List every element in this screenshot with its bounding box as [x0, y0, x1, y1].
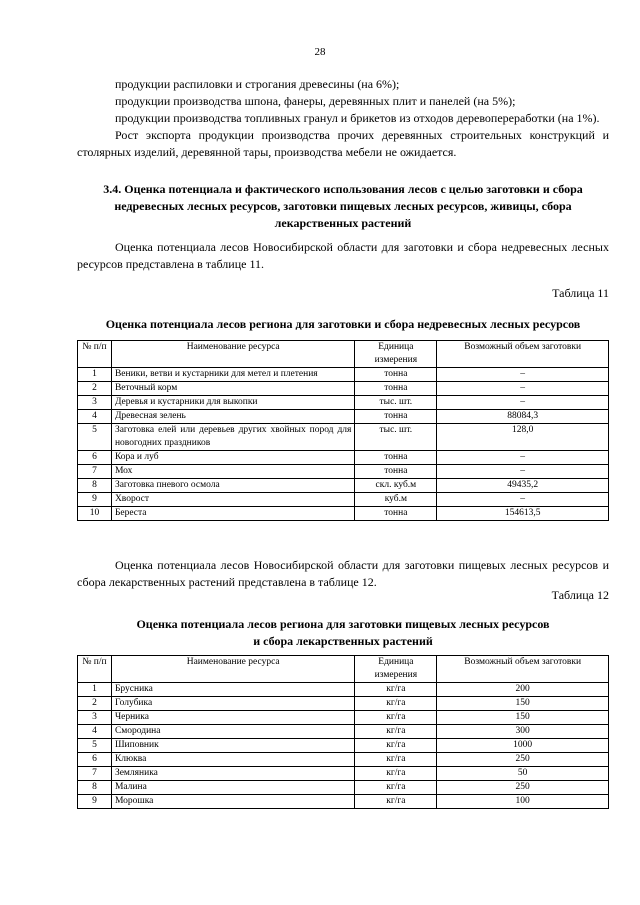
cell-volume: – — [437, 493, 609, 507]
cell-name: Смородина — [111, 725, 354, 739]
cell-volume: – — [437, 396, 609, 410]
table-row — [78, 739, 609, 753]
table11-header-volume: Возможный объем заготовки — [437, 341, 609, 368]
cell-unit: тонна — [355, 451, 437, 465]
cell-num: 6 — [78, 753, 112, 767]
cell-name: Веточный корм — [111, 382, 354, 396]
cell-volume: – — [437, 382, 609, 396]
cell-unit: тыс. шт. — [355, 396, 437, 410]
table-row — [78, 697, 609, 711]
cell-name: Морошка — [111, 795, 354, 809]
cell-name: Земляника — [111, 767, 354, 781]
cell-name: Береста — [111, 507, 354, 521]
cell-unit: тонна — [355, 507, 437, 521]
cell-volume: 250 — [437, 753, 609, 767]
intro-line-2: продукции производства шпона, фанеры, деревянных плит и панелей (на 5%); — [115, 94, 516, 108]
cell-num: 9 — [78, 795, 112, 809]
table-row — [78, 410, 609, 424]
cell-num: 9 — [78, 493, 112, 507]
cell-name: Клюква — [111, 753, 354, 767]
table-row — [78, 465, 609, 479]
table12-title — [77, 616, 609, 650]
cell-name: Веники, ветви и кустарники для метел и плетения — [111, 368, 354, 382]
cell-num: 2 — [78, 382, 112, 396]
table12-header-row — [78, 656, 609, 683]
cell-unit: кг/га — [355, 739, 437, 753]
intro-block — [77, 76, 609, 161]
table12 — [77, 655, 609, 809]
table12-title-line-2: и сбора лекарственных растений — [253, 634, 433, 648]
cell-num: 7 — [78, 465, 112, 479]
cell-volume: 150 — [437, 711, 609, 725]
table-row — [78, 725, 609, 739]
table-row — [78, 479, 609, 493]
cell-unit: кг/га — [355, 753, 437, 767]
cell-num: 8 — [78, 781, 112, 795]
cell-name: Хворост — [111, 493, 354, 507]
cell-volume: 200 — [437, 683, 609, 697]
cell-num: 5 — [78, 424, 112, 451]
paragraph-table12: Оценка потенциала лесов Новосибирской области для заготовки пищевых лесных ресурсов и сбора лекарственных растений представлена в таблице 12. — [77, 558, 609, 589]
cell-unit: тонна — [355, 382, 437, 396]
cell-num: 6 — [78, 451, 112, 465]
cell-num: 4 — [78, 410, 112, 424]
cell-name: Древесная зелень — [111, 410, 354, 424]
cell-num: 3 — [78, 396, 112, 410]
cell-name: Мох — [111, 465, 354, 479]
table-row — [78, 424, 609, 451]
cell-unit: куб.м — [355, 493, 437, 507]
cell-name: Брусника — [111, 683, 354, 697]
cell-unit: кг/га — [355, 781, 437, 795]
table-row — [78, 507, 609, 521]
table-row — [78, 493, 609, 507]
table11-header-row — [78, 341, 609, 368]
table12-header-volume: Возможный объем заготовки — [437, 656, 609, 683]
cell-unit: тонна — [355, 368, 437, 382]
table11-header-name: Наименование ресурса — [111, 341, 354, 368]
section-heading: 3.4. Оценка потенциала и фактического использования лесов с целью заготовки и сбора недревесных лесных ресурсов, заготовки пищевых лесных ресурсов, живицы, сбора лекарственных растений — [103, 182, 583, 230]
cell-unit: скл. куб.м — [355, 479, 437, 493]
cell-num: 4 — [78, 725, 112, 739]
cell-num: 5 — [78, 739, 112, 753]
cell-volume: – — [437, 465, 609, 479]
cell-volume: 300 — [437, 725, 609, 739]
paragraph-table11: Оценка потенциала лесов Новосибирской области для заготовки и сбора недревесных лесных ресурсов представлена в таблице 11. — [77, 240, 609, 271]
table-row — [78, 451, 609, 465]
table-row — [78, 781, 609, 795]
table-row — [78, 767, 609, 781]
cell-volume: 154613,5 — [437, 507, 609, 521]
table-row — [78, 396, 609, 410]
table11 — [77, 340, 609, 521]
cell-name: Шиповник — [111, 739, 354, 753]
cell-name: Кора и луб — [111, 451, 354, 465]
table11-header-unit: Единица измерения — [355, 341, 437, 368]
cell-unit: кг/га — [355, 767, 437, 781]
cell-unit: кг/га — [355, 697, 437, 711]
cell-num: 1 — [78, 683, 112, 697]
cell-volume: 150 — [437, 697, 609, 711]
cell-unit: кг/га — [355, 795, 437, 809]
cell-num: 10 — [78, 507, 112, 521]
table-row — [78, 795, 609, 809]
intro-line-3: продукции производства топливных гранул и брикетов из отходов деревопереработки (на 1%). — [115, 111, 600, 125]
cell-volume: 50 — [437, 767, 609, 781]
table12-title-line-1: Оценка потенциала лесов региона для заготовки пищевых лесных ресурсов — [136, 617, 550, 631]
cell-volume: 100 — [437, 795, 609, 809]
cell-name: Заготовка елей или деревьев других хвойных пород для новогодних праздников — [111, 424, 354, 451]
cell-volume: 1000 — [437, 739, 609, 753]
cell-volume: – — [437, 451, 609, 465]
table12-label: Таблица 12 — [551, 588, 609, 602]
cell-name: Черника — [111, 711, 354, 725]
cell-num: 3 — [78, 711, 112, 725]
cell-name: Малина — [111, 781, 354, 795]
table11-title: Оценка потенциала лесов региона для заготовки и сбора недревесных лесных ресурсов — [105, 317, 581, 331]
table11-label: Таблица 11 — [552, 286, 609, 300]
intro-line-1: продукции распиловки и строгания древесины (на 6%); — [115, 77, 400, 91]
cell-volume: 250 — [437, 781, 609, 795]
cell-name: Голубика — [111, 697, 354, 711]
cell-unit: кг/га — [355, 683, 437, 697]
table-row — [78, 683, 609, 697]
cell-unit: тонна — [355, 410, 437, 424]
cell-volume: 49435,2 — [437, 479, 609, 493]
cell-name: Заготовка пневого осмола — [111, 479, 354, 493]
table-row — [78, 382, 609, 396]
cell-unit: кг/га — [355, 711, 437, 725]
table12-header-num: № п/п — [78, 656, 112, 683]
cell-volume: 88084,3 — [437, 410, 609, 424]
cell-unit: тонна — [355, 465, 437, 479]
table-row — [78, 368, 609, 382]
cell-volume: – — [437, 368, 609, 382]
table12-header-unit: Единица измерения — [355, 656, 437, 683]
table12-header-name: Наименование ресурса — [111, 656, 354, 683]
cell-unit: кг/га — [355, 725, 437, 739]
cell-num: 8 — [78, 479, 112, 493]
cell-name: Деревья и кустарники для выкопки — [111, 396, 354, 410]
table-row — [78, 711, 609, 725]
cell-num: 1 — [78, 368, 112, 382]
page-number: 28 — [314, 46, 326, 58]
table11-header-num: № п/п — [78, 341, 112, 368]
cell-unit: тыс. шт. — [355, 424, 437, 451]
cell-num: 2 — [78, 697, 112, 711]
intro-line-4: Рост экспорта продукции производства прочих деревянных строительных конструкций и столярных изделий, деревянной тары, производства мебели не ожидается. — [77, 128, 609, 159]
cell-volume: 128,0 — [437, 424, 609, 451]
table-row — [78, 753, 609, 767]
cell-num: 7 — [78, 767, 112, 781]
